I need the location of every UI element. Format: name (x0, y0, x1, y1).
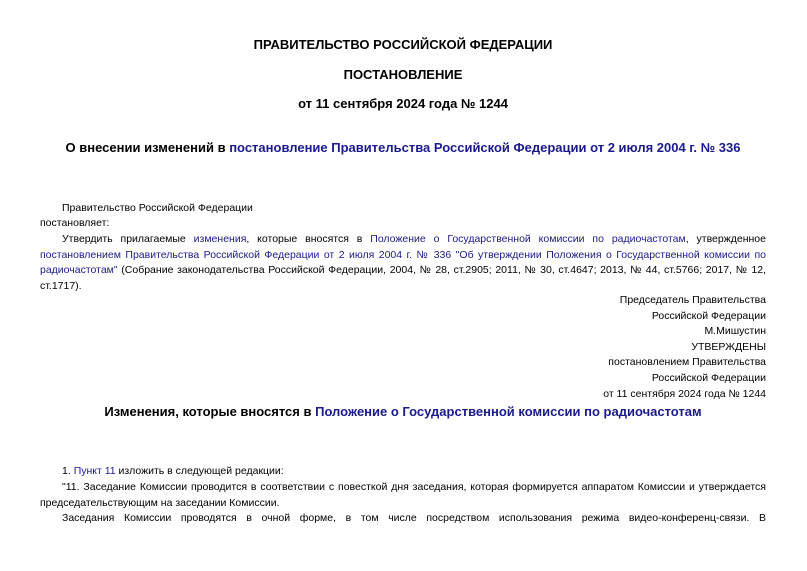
annex-regulation-link[interactable]: Положение о Государственной комиссии по радиочастотам (315, 404, 702, 419)
signature-block (466, 293, 766, 402)
government-line: Правительство Российской Федерации (62, 202, 253, 214)
change-item-1 (40, 464, 766, 480)
approve-paragraph (40, 232, 766, 294)
resolves-line: постановляет: (40, 217, 110, 229)
regulation-link[interactable]: Положение о Государственной комиссии по радиочастотам (370, 233, 686, 245)
annex-title-prefix: Изменения, которые вносятся в (104, 404, 316, 419)
decree-336-link[interactable]: постановлением Правительства Российской Федерации от 2 июля 2004 г. № 336 "Об утверждении Положения о Государственной комиссии по радиочастотам" (40, 248, 766, 276)
signature-line: УТВЕРЖДЕНЫ (691, 340, 766, 353)
government-heading: ПРАВИТЕЛЬСТВО РОССИЙСКОЙ ФЕДЕРАЦИИ (253, 37, 553, 52)
annex-title (40, 404, 766, 419)
item-text: изложить в следующей редакции: (115, 465, 284, 477)
date-number-heading: от 11 сентября 2024 года № 1244 (298, 96, 508, 111)
approve-text-1: Утвердить прилагаемые (62, 233, 194, 245)
signature-line: М.Мишустин (704, 325, 766, 338)
approve-text-2: , которые вносятся в (246, 233, 371, 245)
clause-11-link[interactable]: Пункт 11 (73, 465, 116, 477)
clause-11-quote: "11. Заседание Комиссии проводится в соответствии с повесткой дня заседания, которая формируется аппаратом Комиссии и утверждается председательствующим на заседании Комиссии. (40, 481, 766, 509)
signature-line: Российской Федерации (651, 371, 766, 384)
document-type-heading: ПОСТАНОВЛЕНИЕ (343, 67, 463, 82)
title-prefix: О внесении изменений в (65, 140, 230, 155)
document-title (40, 140, 766, 155)
changes-link[interactable]: изменения (193, 233, 247, 245)
approve-text-4: (Собрание законодательства Российской Федерации, 2004, № 28, ст.2905; 2011, № 30, ст.4647; 2013, № 44, ст.5766; 2017, № 12, ст.1717). (40, 264, 766, 292)
approve-text-3: , утвержденное (685, 233, 766, 245)
meeting-paragraph: Заседания Комиссии проводятся в очной форме, в том числе посредством использования режима видео-конференц-связи. В (62, 512, 766, 524)
signature-line: Российской Федерации (651, 309, 766, 322)
signature-line: от 11 сентября 2024 года № 1244 (603, 387, 766, 400)
item-number: 1. (62, 465, 74, 477)
signature-line: постановлением Правительства (608, 356, 766, 369)
signature-line: Председатель Правительства (619, 294, 766, 306)
title-decree-link[interactable]: постановление Правительства Российской Федерации от 2 июля 2004 г. № 336 (229, 140, 741, 155)
